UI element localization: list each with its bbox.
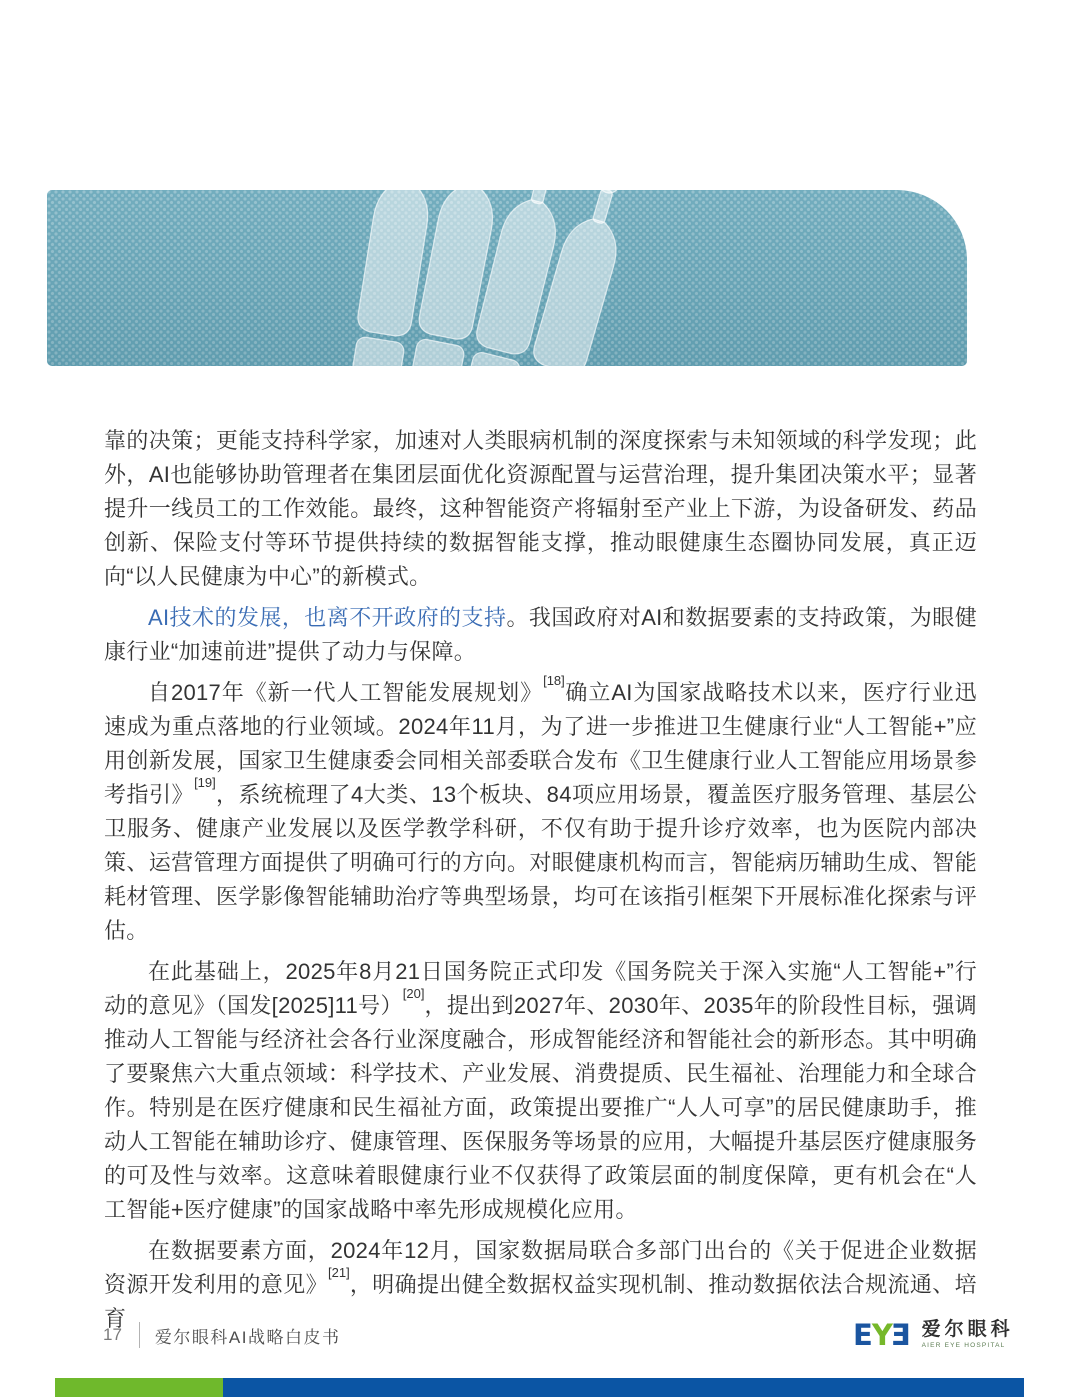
logo-letter: Y [871,1317,892,1352]
eye-drop-vials-illustration [47,190,967,366]
text-run: 在此基础上，2025年8月21日国务院正式印发《国务院关于深入实施“人工智能+”行动的意见》（国发[2025]11号） [104,959,977,1018]
text-run: ，明确提出健全数据权益实现机制、推动数据依法合规流通、培育 [104,1272,977,1331]
doc-title: 爱尔眼科AI战略白皮书 [154,1327,341,1347]
eye-logo-icon [853,1317,911,1352]
text-run: 在数据要素方面，2024年12月，国家数据局联合多部门出台的《关于促进企业数据资源开发利用的意见》 [104,1238,977,1297]
text-run: 确立AI为国家战略技术以来，医疗行业迅速成为重点落地的行业领域。2024年11月，为了进一步推进卫生健康行业“人工智能+”应用创新发展，国家卫生健康委会同相关部委联合发布《卫生健康行业人工智能应用场景参考指引》 [104,680,977,807]
body-text [104,424,977,1343]
text-run: 。我国政府对AI和数据要素的支持政策，为眼健康行业“加速前进”提供了动力与保障。 [104,605,978,664]
text-run: 自2017年《新一代人工智能发展规划》 [148,680,544,705]
citation-ref: [18] [543,672,565,688]
logo-en-name: AIER EYE HOSPITAL [921,1342,1006,1349]
banner-image [47,190,967,366]
paragraph [104,424,977,594]
paragraph [104,672,977,948]
text-run: 靠的决策；更能支持科学家，加速对人类眼病机制的深度探索与未知领域的科学发现；此外，AI也能够协助管理者在集团层面优化资源配置与运营治理，提升集团决策水平；显著提升一线员工的工作效能。最终，这种智能资产将辐射至产业上下游，为设备研发、药品创新、保险支付等环节提供持续的数据智能支撑，推动眼健康生态圈协同发展，真正迈向“以人民健康为中心”的新模式。 [104,428,977,589]
aier-eye-logo [853,1317,1014,1352]
text-run: ，系统梳理了4大类、13个板块、84项应用场景，覆盖医疗服务管理、基层公卫服务、健康产业发展以及医学教学科研，不仅有助于提升诊疗效率，也为医院内部决策、运营管理方面提供了明确可行的方向。对眼健康机构而言，智能病历辅助生成、智能耗材管理、医学影像智能辅助治疗等典型场景，均可在该指引框架下开展标准化探索与评估。 [104,782,977,943]
text-run: ，提出到2027年、2030年、2035年的阶段性目标，强调推动人工智能与经济社会各行业深度融合，形成智能经济和智能社会的新形态。其中明确了要聚焦六大重点领域：科学技术、产业发展、消费提质、民生福祉、治理能力和全球合作。特别是在医疗健康和民生福祉方面，政策提出要推广“人人可享”的居民健康助手，推动人工智能在辅助诊疗、健康管理、医保服务等场景的应用，大幅提升基层医疗健康服务的可及性与效率。这意味着眼健康行业不仅获得了政策层面的制度保障，更有机会在“人工智能+医疗健康”的国家战略中率先形成规模化应用。 [104,993,978,1222]
bottom-bar-blue [223,1378,1024,1397]
page-number: 17 [103,1325,122,1344]
citation-ref: [20] [402,985,425,1001]
bottom-bar-green [55,1378,223,1397]
logo-cn-name: 爱尔眼科 [921,1319,1014,1340]
citation-ref: [19] [194,774,216,790]
logo-letter: E [891,1317,911,1352]
footer [103,1320,340,1350]
paragraph [104,955,977,1227]
footer-divider [139,1322,140,1348]
logo-text [922,1320,1014,1349]
logo-letter: E [853,1317,872,1352]
paragraph [104,601,977,669]
accent-text: AI技术的发展，也离不开政府的支持 [148,605,507,630]
citation-ref: [21] [328,1264,350,1280]
